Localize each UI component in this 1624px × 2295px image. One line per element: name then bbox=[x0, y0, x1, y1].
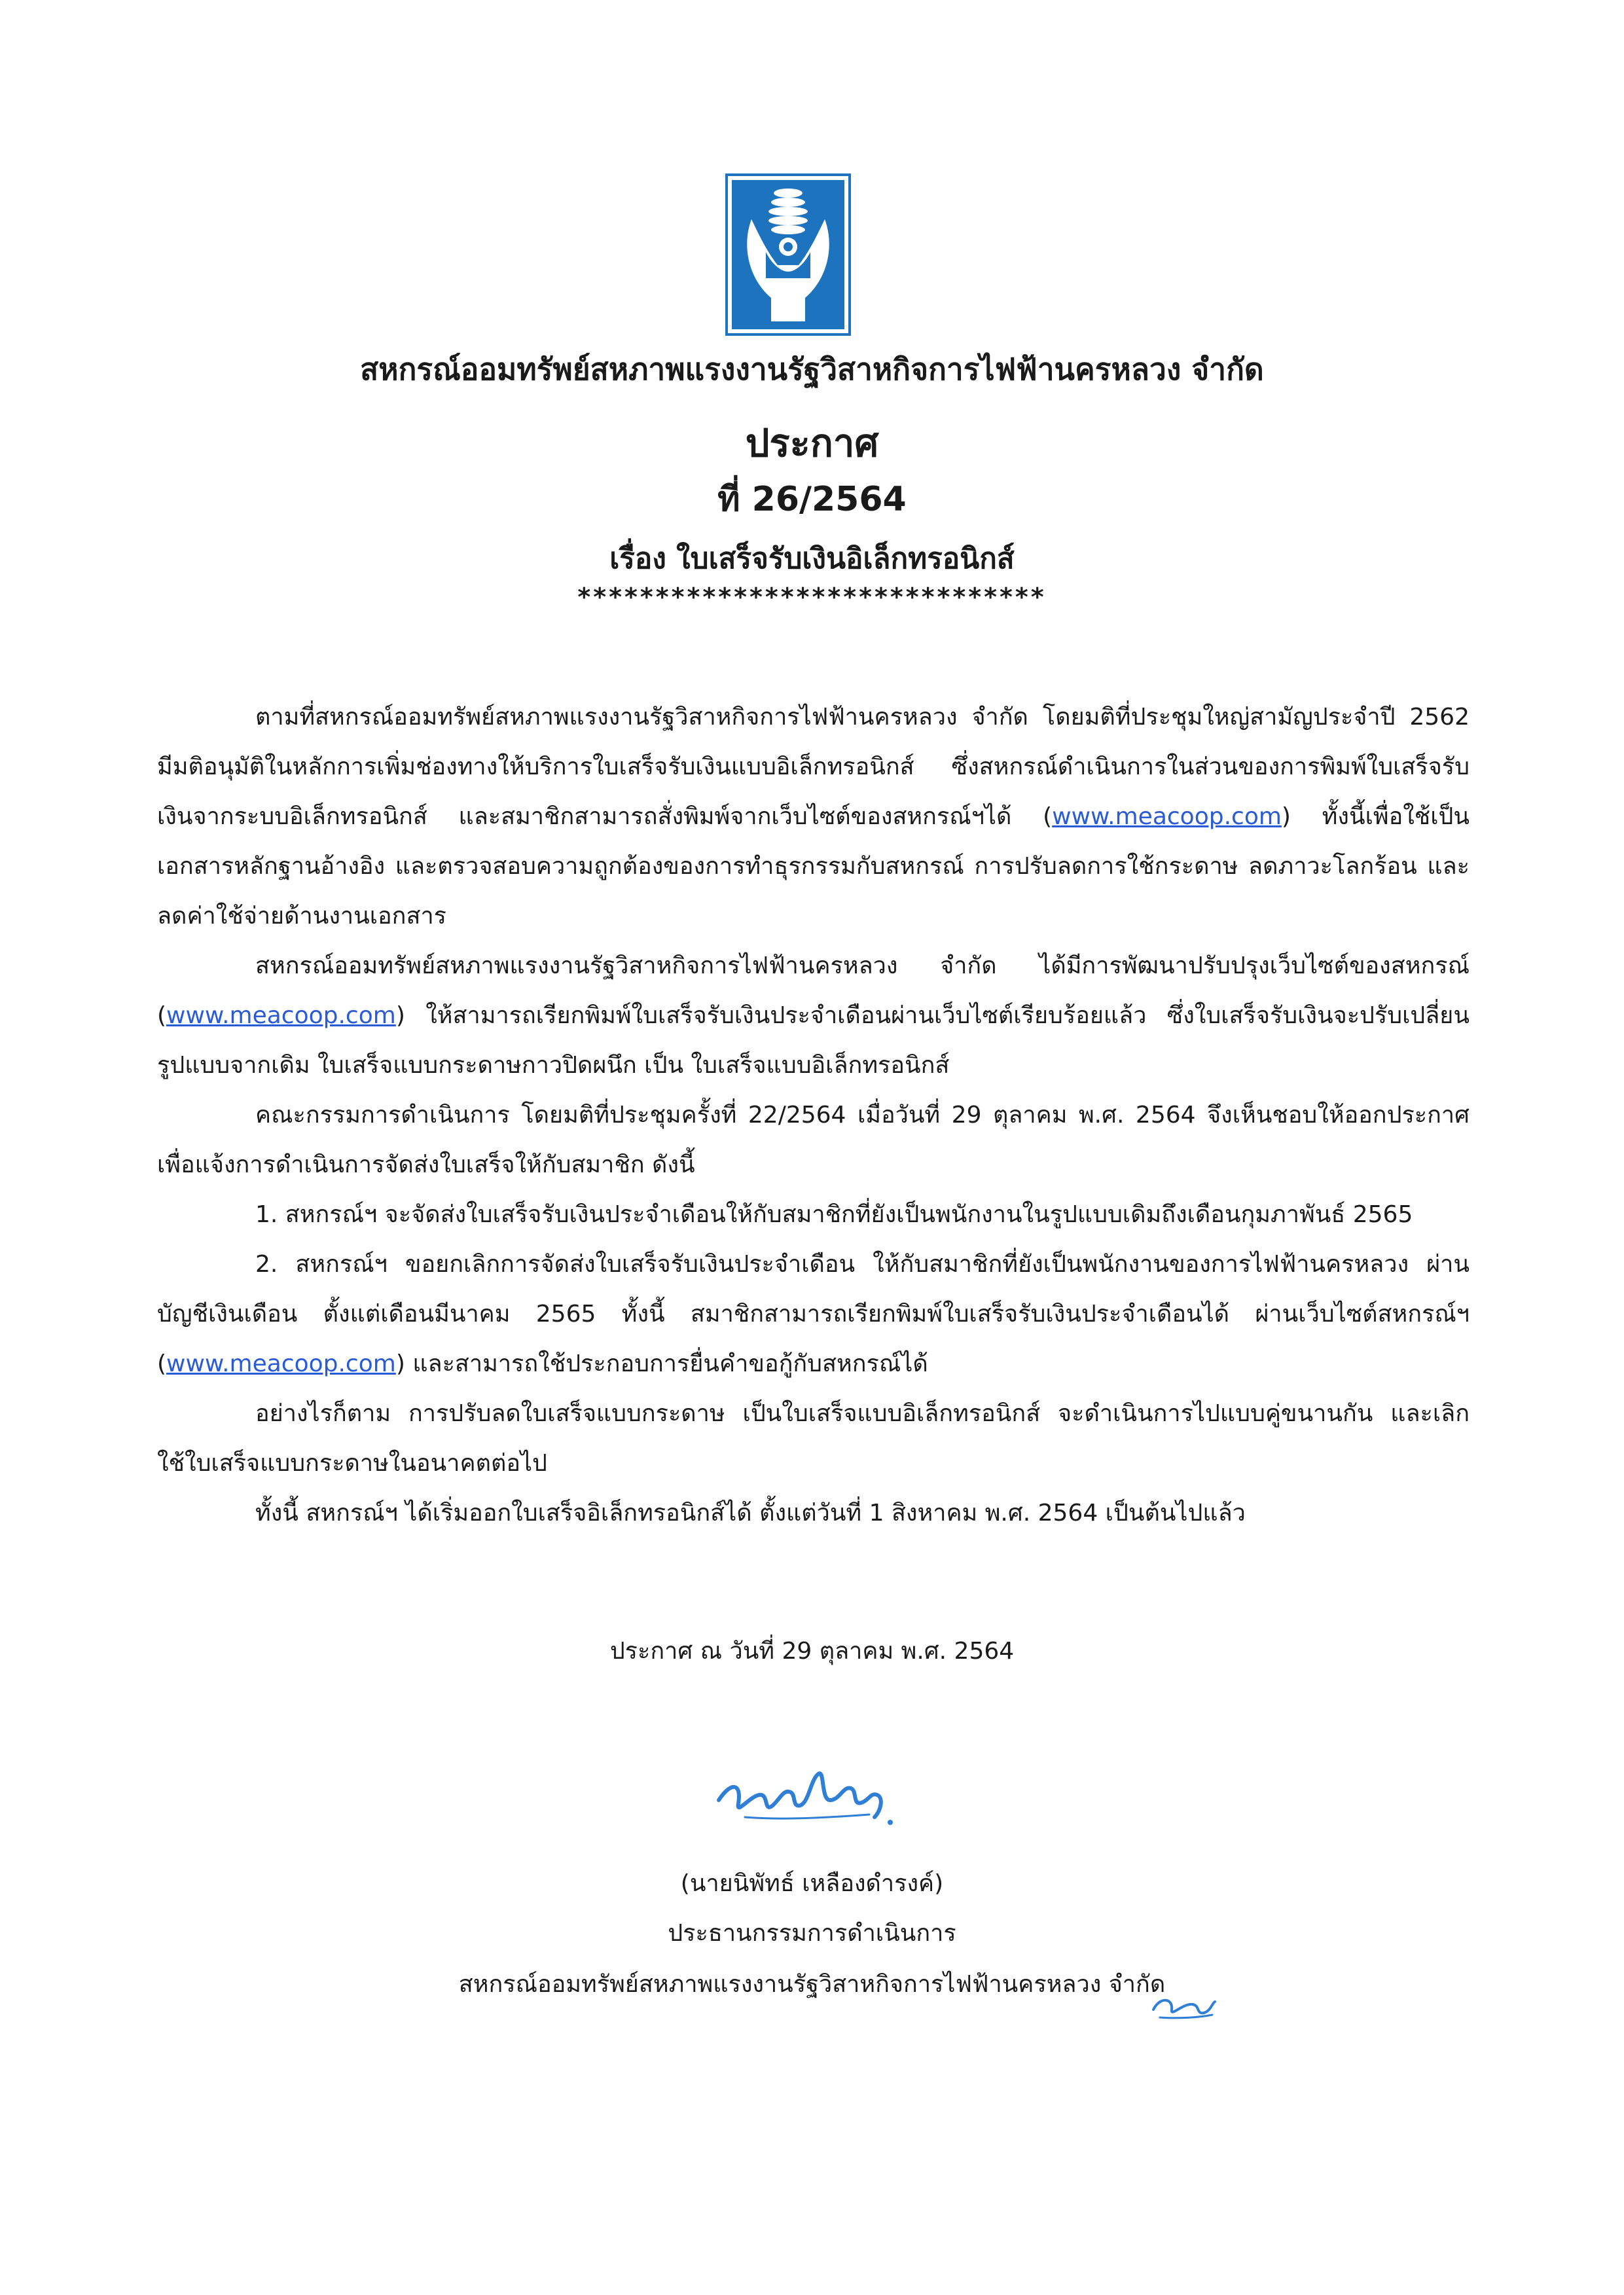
divider-stars: ****************************** bbox=[577, 583, 1047, 611]
list-item-2 bbox=[157, 1240, 1470, 1389]
signature-image bbox=[706, 1754, 902, 1839]
paragraph-4: อย่างไรก็ตาม การปรับลดใบเสร็จแบบกระดาษ เป็นใบเสร็จแบบอิเล็กทรอนิกส์ จะดำเนินการไปแบบคู่ขนานกัน และเลิกใช้ใบเสร็จแบบกระดาษในอนาคตต่อไป bbox=[157, 1400, 1470, 1477]
list-item-2-text-a: 2. สหกรณ์ฯ ขอยกเลิกการจัดส่งใบเสร็จรับเงินประจำเดือน ให้กับสมาชิกที่ยังเป็นพนักงานของการไฟฟ้านครหลวง ผ่านบัญชีเงินเดือน ตั้งแต่เดือนมีนาคม 2565 ทั้งนี้ สมาชิกสามารถเรียกพิมพ์ใบเสร็จรับเงินประจำเดือนได้ ผ่านเว็บไซต์สหกรณ์ฯ ( bbox=[157, 1251, 1470, 1377]
list-item-1: 1. สหกรณ์ฯ จะจัดส่งใบเสร็จรับเงินประจำเดือนให้กับสมาชิกที่ยังเป็นพนักงานในรูปแบบเดิมถึงเดือนกุมภาพันธ์ 2565 bbox=[255, 1201, 1413, 1228]
signer-name: (นายนิพัทธ์ เหลืองดำรงค์) bbox=[680, 1870, 944, 1897]
paragraph-5: ทั้งนี้ สหกรณ์ฯ ได้เริ่มออกใบเสร็จอิเล็กทรอนิกส์ได้ ตั้งแต่วันที่ 1 สิงหาคม พ.ศ. 2564 เป็นต้นไปแล้ว bbox=[255, 1500, 1246, 1527]
announcement-number: ที่ 26/2564 bbox=[717, 480, 907, 519]
paragraph-2 bbox=[157, 941, 1470, 1091]
website-link[interactable]: www.meacoop.com bbox=[166, 1002, 396, 1029]
paragraph-2-text-a: สหกรณ์ออมทรัพย์สหภาพแรงงานรัฐวิสาหกิจการไฟฟ้านครหลวง จำกัด ได้มีการพัฒนาปรับปรุงเว็บไซต์ของสหกรณ์ ( bbox=[157, 952, 1470, 1029]
announcement-body bbox=[157, 693, 1470, 1538]
announcement-subject: เรื่อง ใบเสร็จรับเงินอิเล็กทรอนิกส์ bbox=[609, 542, 1015, 575]
cooperative-logo-icon bbox=[725, 173, 851, 336]
website-link[interactable]: www.meacoop.com bbox=[166, 1350, 396, 1377]
paragraph-1-text-a: ตามที่สหกรณ์ออมทรัพย์สหภาพแรงงานรัฐวิสาหกิจการไฟฟ้านครหลวง จำกัด โดยมติที่ประชุมใหญ่สามัญประจำปี 2562 มีมติอนุมัติในหลักการเพิ่มช่องทางให้บริการใบเสร็จรับเงินแบบอิเล็กทรอนิกส์ ซึ่งสหกรณ์ดำเนินการในส่วนของการพิมพ์ใบเสร็จรับเงินจากระบบอิเล็กทรอนิกส์ และสมาชิกสามารถสั่งพิมพ์จากเว็บไซต์ของสหกรณ์ฯได้ ( bbox=[157, 704, 1470, 830]
announcement-heading: ประกาศ bbox=[745, 421, 879, 465]
paragraph-3: คณะกรรมการดำเนินการ โดยมติที่ประชุมครั้งที่ 22/2564 เมื่อวันที่ 29 ตุลาคม พ.ศ. 2564 จึงเห็นชอบให้ออกประกาศ เพื่อแจ้งการดำเนินการจัดส่งใบเสร็จให้กับสมาชิก ดังนี้ bbox=[157, 1102, 1470, 1178]
initial-mark bbox=[1147, 1983, 1219, 2023]
signer-position: ประธานกรรมการดำเนินการ bbox=[668, 1920, 956, 1947]
list-item-2-text-b: ) และสามารถใช้ประกอบการยื่นคำขอกู้กับสหกรณ์ได้ bbox=[395, 1350, 928, 1377]
organization-title: สหกรณ์ออมทรัพย์สหภาพแรงงานรัฐวิสาหกิจการไฟฟ้านครหลวง จำกัด bbox=[360, 352, 1264, 387]
signer-organization: สหกรณ์ออมทรัพย์สหภาพแรงงานรัฐวิสาหกิจการไฟฟ้านครหลวง จำกัด bbox=[458, 1971, 1166, 1998]
paragraph-2-text-b: ) ให้สามารถเรียกพิมพ์ใบเสร็จรับเงินประจำเดือนผ่านเว็บไซต์เรียบร้อยแล้ว ซึ่งใบเสร็จรับเงินจะปรับเปลี่ยนรูปแบบจากเดิม ใบเสร็จแบบกระดาษกาวปิดผนึก เป็น ใบเสร็จแบบอิเล็กทรอนิกส์ bbox=[157, 1002, 1470, 1079]
website-link[interactable]: www.meacoop.com bbox=[1052, 803, 1282, 830]
announcement-date: ประกาศ ณ วันที่ 29 ตุลาคม พ.ศ. 2564 bbox=[609, 1638, 1015, 1665]
paragraph-1-text-b: ) ทั้งนี้เพื่อใช้เป็นเอกสารหลักฐานอ้างอิง และตรวจสอบความถูกต้องของการทำธุรกรรมกับสหกรณ์ การปรับลดการใช้กระดาษ ลดภาวะโลกร้อน และลดค่าใช้จ่ายด้านงานเอกสาร bbox=[157, 803, 1470, 930]
paragraph-1 bbox=[157, 693, 1470, 941]
